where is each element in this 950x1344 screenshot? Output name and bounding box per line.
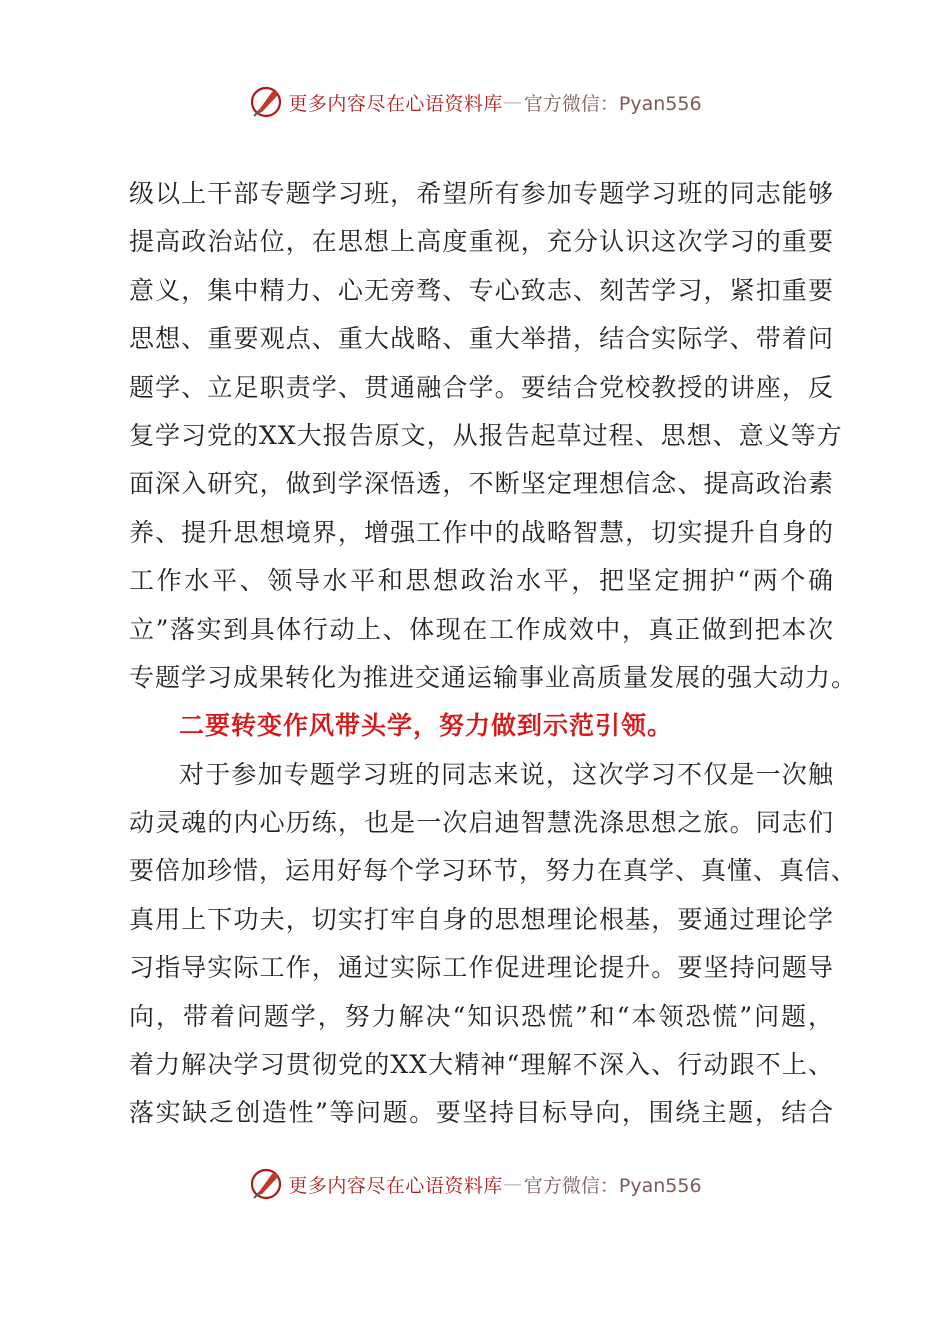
paragraph-2 [129, 751, 858, 1138]
text-line: 工作水平、领导水平和思想政治水平，把坚定拥护“两个确 [129, 566, 834, 596]
text-line: 面深入研究，做到学深悟透，不断坚定理想信念、提高政治素 [129, 469, 834, 499]
paragraph-1 [129, 170, 858, 702]
text-line: 对于参加专题学习班的同志来说，这次学习不仅是一次触 [179, 759, 834, 789]
text-line: 立”落实到具体行动上、体现在工作成效中，真正做到把本次 [129, 614, 834, 644]
footer-banner [0, 1162, 950, 1206]
banner-title: 更多内容尽在心语资料库 [288, 92, 503, 115]
text-line: 落实缺乏创造性”等问题。要坚持目标导向，围绕主题，结合 [129, 1098, 834, 1128]
section-heading: 二要转变作风带头学，努力做到示范引领。 [179, 711, 674, 741]
text-line: 养、提升思想境界，增强工作中的战略智慧，切实提升自身的 [129, 517, 834, 547]
text-line: 级以上干部专题学习班，希望所有参加专题学习班的同志能够 [129, 179, 834, 208]
quill-logo-icon [248, 84, 284, 120]
quill-logo-icon [248, 1166, 284, 1202]
header-banner [0, 80, 950, 124]
text-line: 向，带着问题学，努力解决“知识恐慌”和“本领恐慌”问题， [129, 1001, 834, 1031]
document-body [129, 170, 858, 1138]
banner-wechat: 官方微信：Pyan556 [523, 92, 702, 115]
footer-banner-separator: — [502, 1173, 522, 1195]
text-line: 着力解决学习贯彻党的XX大精神“理解不深入、行动跟不上、 [129, 1050, 834, 1080]
banner-separator: — [502, 91, 522, 113]
text-line: 思想、重要观点、重大战略、重大举措，结合实际学、带着问 [129, 324, 834, 354]
text-line: 专题学习成果转化为推进交通运输事业高质量发展的强大动力。 [129, 662, 858, 692]
footer-banner-title: 更多内容尽在心语资料库 [288, 1174, 503, 1197]
text-line: 题学、立足职责学、贯通融合学。要结合党校教授的讲座，反 [129, 372, 834, 402]
text-line: 复学习党的XX大报告原文，从报告起草过程、思想、意义等方 [129, 420, 843, 450]
text-line: 真用上下功夫，切实打牢自身的思想理论根基，要通过理论学 [129, 904, 834, 934]
text-line: 意义，集中精力、心无旁骛、专心致志、刻苦学习，紧扣重要 [129, 275, 834, 305]
text-line: 提高政治站位，在思想上高度重视，充分认识这次学习的重要 [129, 227, 834, 257]
text-line: 要倍加珍惜，运用好每个学习环节，努力在真学、真懂、真信、 [129, 856, 858, 886]
text-line: 动灵魂的内心历练，也是一次启迪智慧洗涤思想之旅。同志们 [129, 808, 834, 838]
footer-banner-wechat: 官方微信：Pyan556 [523, 1174, 702, 1197]
text-line: 习指导实际工作，通过实际工作促进理论提升。要坚持问题导 [129, 953, 834, 983]
